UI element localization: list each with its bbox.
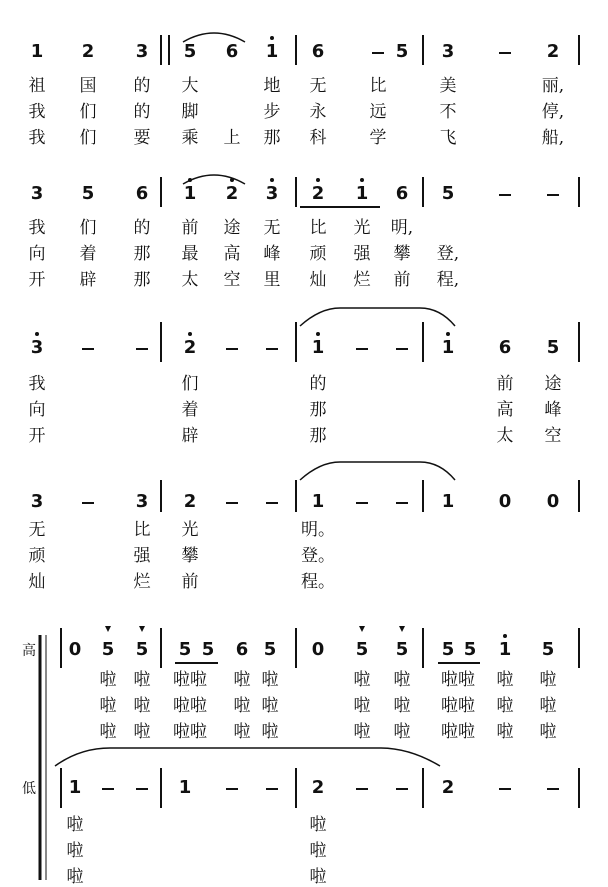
lyric-char: 啦 <box>393 722 411 742</box>
lyric-char: 程, <box>436 270 460 290</box>
lyric-char: 那 <box>263 128 281 148</box>
lyric-char: 着 <box>181 400 199 420</box>
lyric-char: 光 <box>353 218 371 238</box>
lyric-char: 灿 <box>28 572 46 592</box>
note-digit: 6 <box>498 337 512 358</box>
lyric-char: 空 <box>544 426 562 446</box>
lyric-char: 啦啦 <box>173 696 207 716</box>
lyric-char: 强 <box>133 546 151 566</box>
extension-dash <box>396 348 408 350</box>
lyric-char: 比 <box>133 520 151 540</box>
lyric-char: 啦啦 <box>441 670 475 690</box>
lyric-char: 啦 <box>99 722 117 742</box>
lyric-char: 我 <box>28 218 46 238</box>
lyric-char: 开 <box>28 426 46 446</box>
barline <box>295 768 297 808</box>
lyric-char: 啦 <box>353 670 371 690</box>
lyric-char: 啦 <box>66 867 84 887</box>
note-digit: 1 <box>311 491 325 512</box>
lyric-char: 途 <box>223 218 241 238</box>
octave-dot-high <box>316 332 320 336</box>
note-digit: 3 <box>441 41 455 62</box>
slur-tie <box>55 748 440 766</box>
lyric-char: 啦 <box>309 867 327 887</box>
lyric-char: 登, <box>436 244 460 264</box>
lyric-char: 啦 <box>393 696 411 716</box>
note-digit: 1 <box>311 337 325 358</box>
lyric-char: 前 <box>181 218 199 238</box>
extension-dash <box>102 788 114 790</box>
extension-dash <box>396 788 408 790</box>
note-digit: 3 <box>30 183 44 204</box>
note-digit: 2 <box>225 183 239 204</box>
lyric-char: 啦 <box>233 670 251 690</box>
lyric-char: 啦 <box>66 815 84 835</box>
slur-tie <box>300 308 455 326</box>
extension-dash <box>136 348 148 350</box>
note-digit: 3 <box>135 491 149 512</box>
lyric-char: 科 <box>309 128 327 148</box>
lyric-char: 啦 <box>261 670 279 690</box>
lyric-char: 我 <box>28 128 46 148</box>
note-digit: 6 <box>225 41 239 62</box>
lyric-char: 啦啦 <box>441 696 475 716</box>
octave-dot-high <box>316 178 320 182</box>
barline <box>160 768 162 808</box>
barline <box>160 480 162 512</box>
barline <box>160 35 162 65</box>
note-digit: 5 <box>263 639 277 660</box>
barline <box>422 768 424 808</box>
lyric-char: 那 <box>133 270 151 290</box>
extension-dash <box>226 788 238 790</box>
lyric-char: 前 <box>496 374 514 394</box>
extension-dash <box>136 788 148 790</box>
lyric-char: 脚 <box>181 102 199 122</box>
lyric-char: 峰 <box>544 400 562 420</box>
lyric-char: 飞 <box>439 128 457 148</box>
note-digit: 6 <box>235 639 249 660</box>
lyric-char: 上 <box>223 128 241 148</box>
extension-dash <box>356 348 368 350</box>
lyric-char: 步 <box>263 102 281 122</box>
barline <box>60 628 62 668</box>
lyric-char: 我 <box>28 374 46 394</box>
extension-dash <box>396 502 408 504</box>
note-digit: 1 <box>441 491 455 512</box>
lyric-char: 啦啦 <box>173 670 207 690</box>
lyric-char: 开 <box>28 270 46 290</box>
barline <box>422 177 424 207</box>
note-digit: 5 <box>183 41 197 62</box>
lyric-char: 登。 <box>301 546 335 566</box>
lyric-char: 要 <box>133 128 151 148</box>
lyric-char: 向 <box>28 400 46 420</box>
lyric-char: 远 <box>369 102 387 122</box>
note-digit: 5 <box>101 639 115 660</box>
note-digit: 5 <box>81 183 95 204</box>
lyric-char: 们 <box>79 218 97 238</box>
extension-dash <box>266 348 278 350</box>
barline <box>422 322 424 362</box>
barline <box>160 177 162 207</box>
note-digit: 2 <box>183 491 197 512</box>
extension-dash <box>266 788 278 790</box>
extension-dash <box>499 52 511 54</box>
lyric-char: 啦 <box>539 722 557 742</box>
barline <box>160 322 162 362</box>
note-digit: 0 <box>498 491 512 512</box>
lyric-char: 的 <box>133 218 151 238</box>
lyric-char: 啦 <box>233 722 251 742</box>
lyric-char: 空 <box>223 270 241 290</box>
lyric-char: 啦 <box>133 722 151 742</box>
barline <box>295 480 297 512</box>
barline <box>578 322 580 362</box>
octave-dot-high <box>446 332 450 336</box>
note-digit: 2 <box>441 777 455 798</box>
extension-dash <box>82 348 94 350</box>
lyric-char: 那 <box>309 400 327 420</box>
lyric-char: 啦 <box>353 722 371 742</box>
octave-dot-high <box>188 178 192 182</box>
note-digit: 2 <box>311 183 325 204</box>
lyric-char: 辟 <box>79 270 97 290</box>
lyric-char: 停, <box>541 102 565 122</box>
lyric-char: 光 <box>181 520 199 540</box>
lyric-char: 地 <box>263 76 281 96</box>
barline <box>160 628 162 668</box>
lyric-char: 着 <box>79 244 97 264</box>
lyric-char: 啦 <box>539 696 557 716</box>
octave-dot-high <box>503 634 507 638</box>
lyric-char: 太 <box>181 270 199 290</box>
accent-mark <box>399 626 405 632</box>
lyric-char: 啦 <box>233 696 251 716</box>
underline-beam <box>300 206 380 208</box>
barline <box>422 35 424 65</box>
extension-dash <box>547 194 559 196</box>
barline <box>422 480 424 512</box>
note-digit: 0 <box>311 639 325 660</box>
barline <box>295 177 297 207</box>
barline <box>295 628 297 668</box>
underline-beam <box>175 662 218 664</box>
note-digit: 6 <box>311 41 325 62</box>
extension-dash <box>499 194 511 196</box>
lyric-char: 啦 <box>66 841 84 861</box>
note-digit: 5 <box>541 639 555 660</box>
note-digit: 1 <box>183 183 197 204</box>
lyric-char: 丽, <box>541 76 565 96</box>
barline <box>168 35 170 65</box>
lyric-char: 啦 <box>539 670 557 690</box>
note-digit: 5 <box>546 337 560 358</box>
lyric-char: 顽 <box>309 244 327 264</box>
note-digit: 0 <box>68 639 82 660</box>
accent-mark <box>359 626 365 632</box>
extension-dash <box>356 502 368 504</box>
lyric-char: 向 <box>28 244 46 264</box>
extension-dash <box>547 788 559 790</box>
note-digit: 2 <box>311 777 325 798</box>
extension-dash <box>356 788 368 790</box>
slur-tie <box>300 462 455 480</box>
note-digit: 2 <box>546 41 560 62</box>
octave-dot-high <box>230 178 234 182</box>
lyric-char: 烂 <box>133 572 151 592</box>
lyric-char: 船, <box>541 128 565 148</box>
note-digit: 1 <box>178 777 192 798</box>
lyric-char: 攀 <box>393 244 411 264</box>
note-digit: 1 <box>498 639 512 660</box>
lyric-char: 程。 <box>301 572 335 592</box>
note-digit: 1 <box>68 777 82 798</box>
barline <box>295 322 297 362</box>
extension-dash <box>82 502 94 504</box>
note-digit: 3 <box>30 337 44 358</box>
barline <box>578 177 580 207</box>
note-digit: 1 <box>265 41 279 62</box>
lyric-char: 们 <box>79 102 97 122</box>
octave-dot-high <box>270 36 274 40</box>
octave-dot-high <box>188 332 192 336</box>
lyric-char: 那 <box>133 244 151 264</box>
lyric-char: 最 <box>181 244 199 264</box>
lyric-char: 啦 <box>261 696 279 716</box>
barline <box>60 768 62 808</box>
note-digit: 2 <box>81 41 95 62</box>
note-digit: 3 <box>30 491 44 512</box>
note-digit: 5 <box>395 639 409 660</box>
lyric-char: 祖 <box>28 76 46 96</box>
lyric-char: 那 <box>309 426 327 446</box>
lyric-char: 高 <box>496 400 514 420</box>
note-digit: 5 <box>135 639 149 660</box>
octave-dot-high <box>360 178 364 182</box>
voice-label-low: 低 <box>22 781 36 797</box>
lyric-char: 灿 <box>309 270 327 290</box>
note-digit: 3 <box>265 183 279 204</box>
lyric-char: 途 <box>544 374 562 394</box>
lyric-char: 们 <box>79 128 97 148</box>
barline <box>295 35 297 65</box>
accent-mark <box>139 626 145 632</box>
note-digit: 5 <box>355 639 369 660</box>
extension-dash <box>226 502 238 504</box>
lyric-char: 啦 <box>133 696 151 716</box>
lyric-char: 无 <box>309 76 327 96</box>
lyric-char: 啦 <box>353 696 371 716</box>
note-digit: 3 <box>135 41 149 62</box>
lyric-char: 无 <box>28 520 46 540</box>
lyric-char: 美 <box>439 76 457 96</box>
lyric-char: 辟 <box>181 426 199 446</box>
underline-beam <box>438 662 480 664</box>
octave-dot-high <box>35 332 39 336</box>
note-digit: 5 <box>463 639 477 660</box>
lyric-char: 啦 <box>309 841 327 861</box>
lyric-char: 烂 <box>353 270 371 290</box>
note-digit: 1 <box>441 337 455 358</box>
lyric-char: 们 <box>181 374 199 394</box>
note-digit: 5 <box>201 639 215 660</box>
barline <box>578 628 580 668</box>
lyric-char: 啦 <box>99 696 117 716</box>
note-digit: 1 <box>30 41 44 62</box>
note-digit: 6 <box>135 183 149 204</box>
voice-label-high: 高 <box>22 643 36 659</box>
lyric-char: 不 <box>439 102 457 122</box>
lyric-char: 顽 <box>28 546 46 566</box>
lyric-char: 啦 <box>496 670 514 690</box>
lyric-char: 里 <box>263 270 281 290</box>
lyric-char: 我 <box>28 102 46 122</box>
lyric-char: 啦 <box>261 722 279 742</box>
note-digit: 6 <box>395 183 409 204</box>
lyric-char: 啦 <box>309 815 327 835</box>
extension-dash <box>372 52 384 54</box>
barline <box>578 768 580 808</box>
lyric-char: 啦啦 <box>173 722 207 742</box>
lyric-char: 明, <box>390 218 414 238</box>
lyric-char: 强 <box>353 244 371 264</box>
lyric-char: 峰 <box>263 244 281 264</box>
lyric-char: 太 <box>496 426 514 446</box>
lyric-char: 前 <box>393 270 411 290</box>
lyric-char: 比 <box>309 218 327 238</box>
barline <box>578 35 580 65</box>
lyric-char: 啦 <box>99 670 117 690</box>
lyric-char: 明。 <box>301 520 335 540</box>
extension-dash <box>499 788 511 790</box>
lyric-char: 前 <box>181 572 199 592</box>
accent-mark <box>105 626 111 632</box>
note-digit: 0 <box>546 491 560 512</box>
lyric-char: 无 <box>263 218 281 238</box>
lyric-char: 啦 <box>496 696 514 716</box>
note-digit: 5 <box>441 639 455 660</box>
lyric-char: 学 <box>369 128 387 148</box>
lyric-char: 大 <box>181 76 199 96</box>
lyric-char: 比 <box>369 76 387 96</box>
lyric-char: 的 <box>309 374 327 394</box>
lyric-char: 的 <box>133 102 151 122</box>
note-digit: 5 <box>178 639 192 660</box>
extension-dash <box>226 348 238 350</box>
note-digit: 5 <box>395 41 409 62</box>
lyric-char: 的 <box>133 76 151 96</box>
lyric-char: 攀 <box>181 546 199 566</box>
note-digit: 5 <box>441 183 455 204</box>
lyric-char: 啦 <box>496 722 514 742</box>
note-digit: 1 <box>355 183 369 204</box>
note-digit: 2 <box>183 337 197 358</box>
lyric-char: 永 <box>309 102 327 122</box>
octave-dot-high <box>270 178 274 182</box>
barline <box>422 628 424 668</box>
lyric-char: 国 <box>79 76 97 96</box>
lyric-char: 高 <box>223 244 241 264</box>
lyric-char: 啦 <box>133 670 151 690</box>
barline <box>578 480 580 512</box>
lyric-char: 啦啦 <box>441 722 475 742</box>
lyric-char: 乘 <box>181 128 199 148</box>
extension-dash <box>266 502 278 504</box>
lyric-char: 啦 <box>393 670 411 690</box>
